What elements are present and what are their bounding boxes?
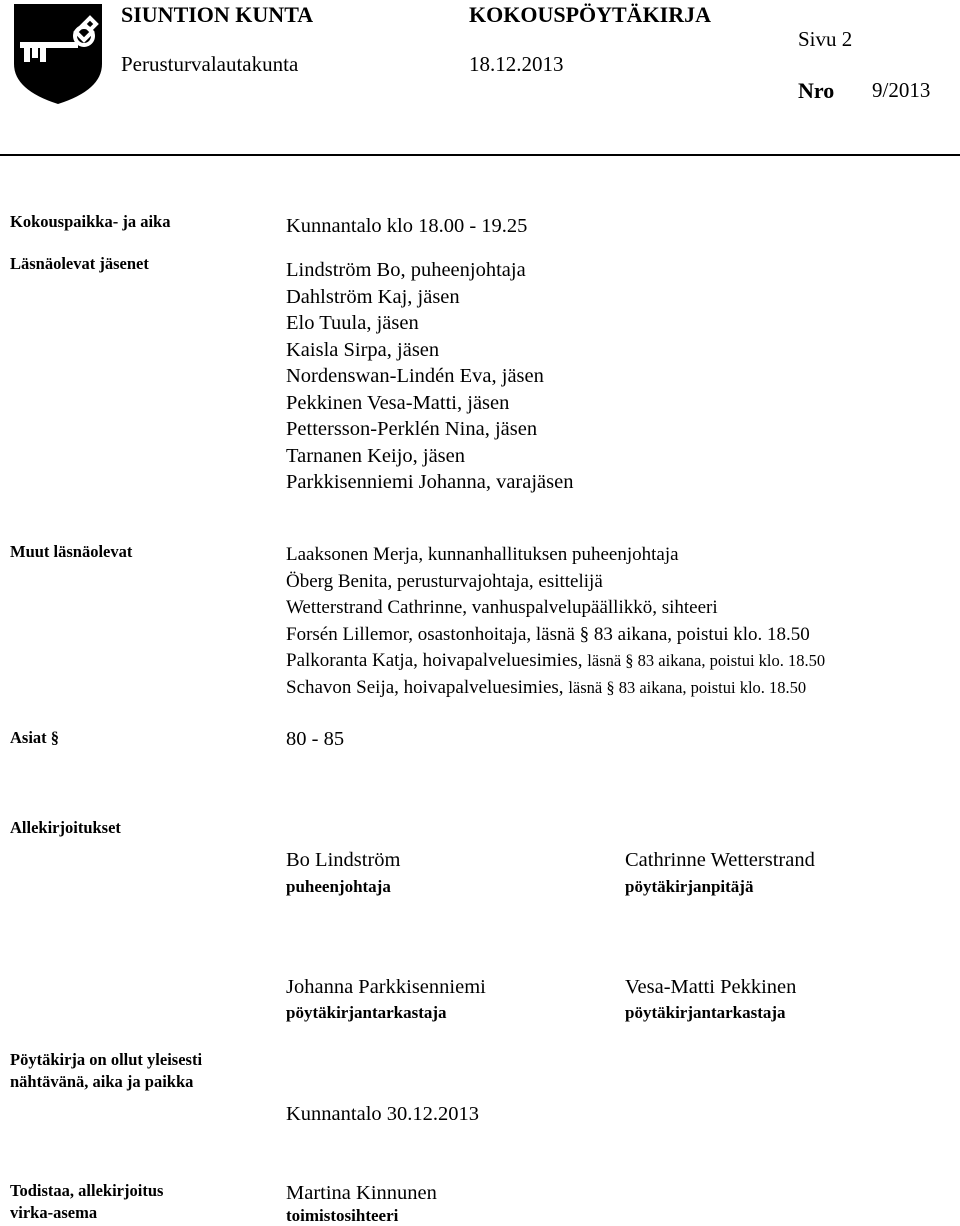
other-name: Schavon Seija, hoivapalveluesimies, bbox=[286, 676, 564, 698]
items-label: Asiat § bbox=[10, 728, 60, 747]
members-list bbox=[286, 257, 573, 496]
other-name: Wetterstrand Cathrinne, vanhuspalvelupäällikkö, sihteeri bbox=[286, 597, 718, 619]
members-label: Läsnäolevat jäsenet bbox=[10, 254, 149, 273]
other-item bbox=[286, 675, 825, 702]
public-display-value: Kunnantalo 30.12.2013 bbox=[286, 1103, 480, 1125]
others-label: Muut läsnäolevat bbox=[10, 542, 133, 561]
secretary-name: Cathrinne Wetterstrand bbox=[625, 849, 815, 871]
member-item: Pettersson-Perklén Nina, jäsen bbox=[286, 418, 538, 440]
secretary-role: pöytäkirjanpitäjä bbox=[625, 877, 754, 896]
chair-role: puheenjohtaja bbox=[286, 877, 391, 896]
checker1-role: pöytäkirjantarkastaja bbox=[286, 1003, 447, 1022]
certification-label-1: Todistaa, allekirjoitus bbox=[10, 1181, 164, 1200]
checker2-role: pöytäkirjantarkastaja bbox=[625, 1003, 786, 1022]
certification-label-2: virka-asema bbox=[10, 1203, 98, 1222]
member-item: Elo Tuula, jäsen bbox=[286, 312, 419, 334]
member-item: Dahlström Kaj, jäsen bbox=[286, 285, 460, 308]
other-item bbox=[286, 542, 825, 569]
others-list bbox=[286, 542, 825, 702]
coat-of-arms-logo bbox=[12, 2, 104, 106]
member-item: Parkkisenniemi Johanna, varajäsen bbox=[286, 471, 574, 493]
certifier-name: Martina Kinnunen bbox=[286, 1182, 437, 1204]
other-item bbox=[286, 569, 825, 596]
place-time-value: Kunnantalo klo 18.00 - 19.25 bbox=[286, 215, 528, 237]
page-number: Sivu 2 bbox=[798, 27, 853, 51]
place-time-label: Kokouspaikka- ja aika bbox=[10, 212, 171, 231]
other-name: Forsén Lillemor, osastonhoitaja, läsnä § 83 aikana, poistui klo. 18.50 bbox=[286, 623, 810, 645]
signatures-label: Allekirjoitukset bbox=[10, 818, 121, 837]
member-item: Pekkinen Vesa-Matti, jäsen bbox=[286, 391, 510, 414]
other-item bbox=[286, 648, 825, 675]
member-item: Nordenswan-Lindén Eva, jäsen bbox=[286, 365, 544, 387]
public-display-label-1: Pöytäkirja on ollut yleisesti bbox=[10, 1050, 203, 1069]
checker2-name: Vesa-Matti Pekkinen bbox=[625, 976, 797, 998]
nro-value: 9/2013 bbox=[872, 78, 931, 102]
checker1-name: Johanna Parkkisenniemi bbox=[286, 976, 486, 998]
meeting-date: 18.12.2013 bbox=[469, 52, 564, 76]
nro-label: Nro bbox=[798, 78, 835, 103]
chair-name: Bo Lindström bbox=[286, 849, 401, 871]
certifier-role: toimistosihteeri bbox=[286, 1206, 399, 1225]
committee-name: Perusturvalautakunta bbox=[121, 52, 299, 76]
member-item: Lindström Bo, puheenjohtaja bbox=[286, 259, 526, 281]
public-display-label-2: nähtävänä, aika ja paikka bbox=[10, 1072, 194, 1091]
other-item bbox=[286, 595, 825, 622]
items-value: 80 - 85 bbox=[286, 728, 345, 750]
other-note: läsnä § 83 aikana, poistui klo. 18.50 bbox=[587, 651, 826, 671]
header-divider bbox=[0, 154, 960, 156]
other-name: Palkoranta Katja, hoivapalveluesimies, bbox=[286, 650, 583, 672]
municipality-name: SIUNTION KUNTA bbox=[121, 2, 314, 27]
document-type: KOKOUSPÖYTÄKIRJA bbox=[469, 2, 712, 27]
member-item: Kaisla Sirpa, jäsen bbox=[286, 338, 440, 361]
member-item: Tarnanen Keijo, jäsen bbox=[286, 444, 466, 467]
other-name: Öberg Benita, perusturvajohtaja, esittelijä bbox=[286, 570, 603, 592]
other-name: Laaksonen Merja, kunnanhallituksen puheenjohtaja bbox=[286, 544, 679, 565]
other-note: läsnä § 83 aikana, poistui klo. 18.50 bbox=[568, 677, 807, 697]
other-item bbox=[286, 622, 825, 649]
